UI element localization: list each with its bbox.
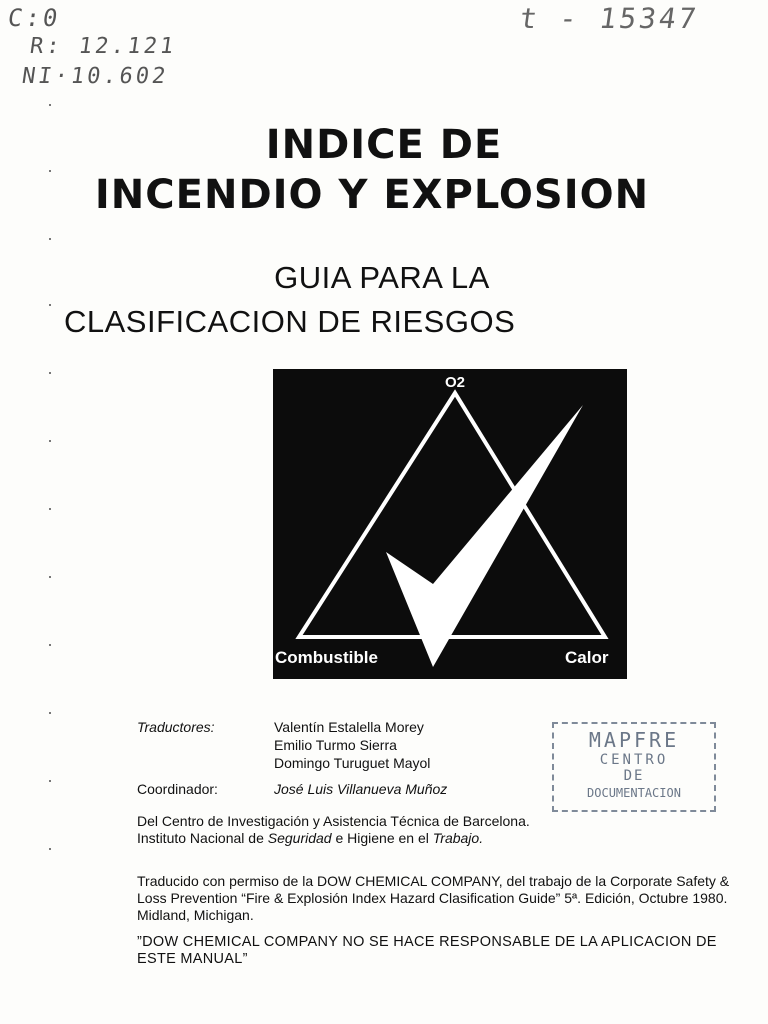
subtitle-line-1: GUIA PARA LA xyxy=(274,260,490,295)
institution-text-b: Seguridad xyxy=(267,830,332,846)
stamp-line-2: CENTRO xyxy=(599,752,669,768)
institution-text-d: Trabajo. xyxy=(432,830,484,846)
handwritten-note-2: R: 12.121 xyxy=(28,34,178,59)
translator-name-1: Valentín Estalella Morey xyxy=(274,719,424,735)
handwritten-note-3: NI·10.602 xyxy=(20,64,170,89)
coordinator-label: Coordinador: xyxy=(137,781,218,797)
institution-text-c: e Higiene en el xyxy=(331,830,433,846)
page-title-line-2: INCENDIO Y EXPLOSION xyxy=(94,172,650,218)
subtitle-line-2: CLASIFICACION DE RIESGOS xyxy=(64,304,516,339)
institution-paragraph xyxy=(137,813,542,847)
translator-name-2: Emilio Turmo Sierra xyxy=(274,737,397,753)
fire-triangle-emblem xyxy=(273,369,627,679)
translators-label: Traductores: xyxy=(137,719,215,735)
library-stamp xyxy=(552,722,716,812)
coordinator-name: José Luis Villanueva Muñoz xyxy=(274,781,448,797)
emblem-label-calor: Calor xyxy=(565,648,609,667)
emblem-label-o2: O2 xyxy=(445,374,466,391)
disclaimer-paragraph: ”DOW CHEMICAL COMPANY NO SE HACE RESPONSABLE DE LA APLICACION DE ESTE MANUAL” xyxy=(137,934,717,967)
emblem-label-combustible: Combustible xyxy=(275,648,378,667)
fire-triangle-graphic xyxy=(273,369,627,679)
stamp-line-3: DE xyxy=(623,768,645,784)
handwritten-ref-number: t - 15347 xyxy=(517,2,702,35)
institution-text-a: Del Centro de Investigación y Asistencia Técnica de Barcelona. Instituto Nacional de xyxy=(137,813,530,846)
translator-name-3: Domingo Turuguet Mayol xyxy=(274,755,431,771)
permission-paragraph: Traducido con permiso de la DOW CHEMICAL COMPANY, del trabajo de la Corporate Safety & Loss Prevention “Fire & Explosión Index Hazard Clasification Guide” 5ª. Edición, Octubre 1980. Midland, Michigan. xyxy=(137,873,730,923)
stamp-line-1: MAPFRE xyxy=(588,728,680,752)
stamp-line-4: DOCUMENTACION xyxy=(587,786,681,800)
page-title-line-1: INDICE DE xyxy=(265,122,503,168)
handwritten-note-1: C:0 xyxy=(6,4,63,32)
